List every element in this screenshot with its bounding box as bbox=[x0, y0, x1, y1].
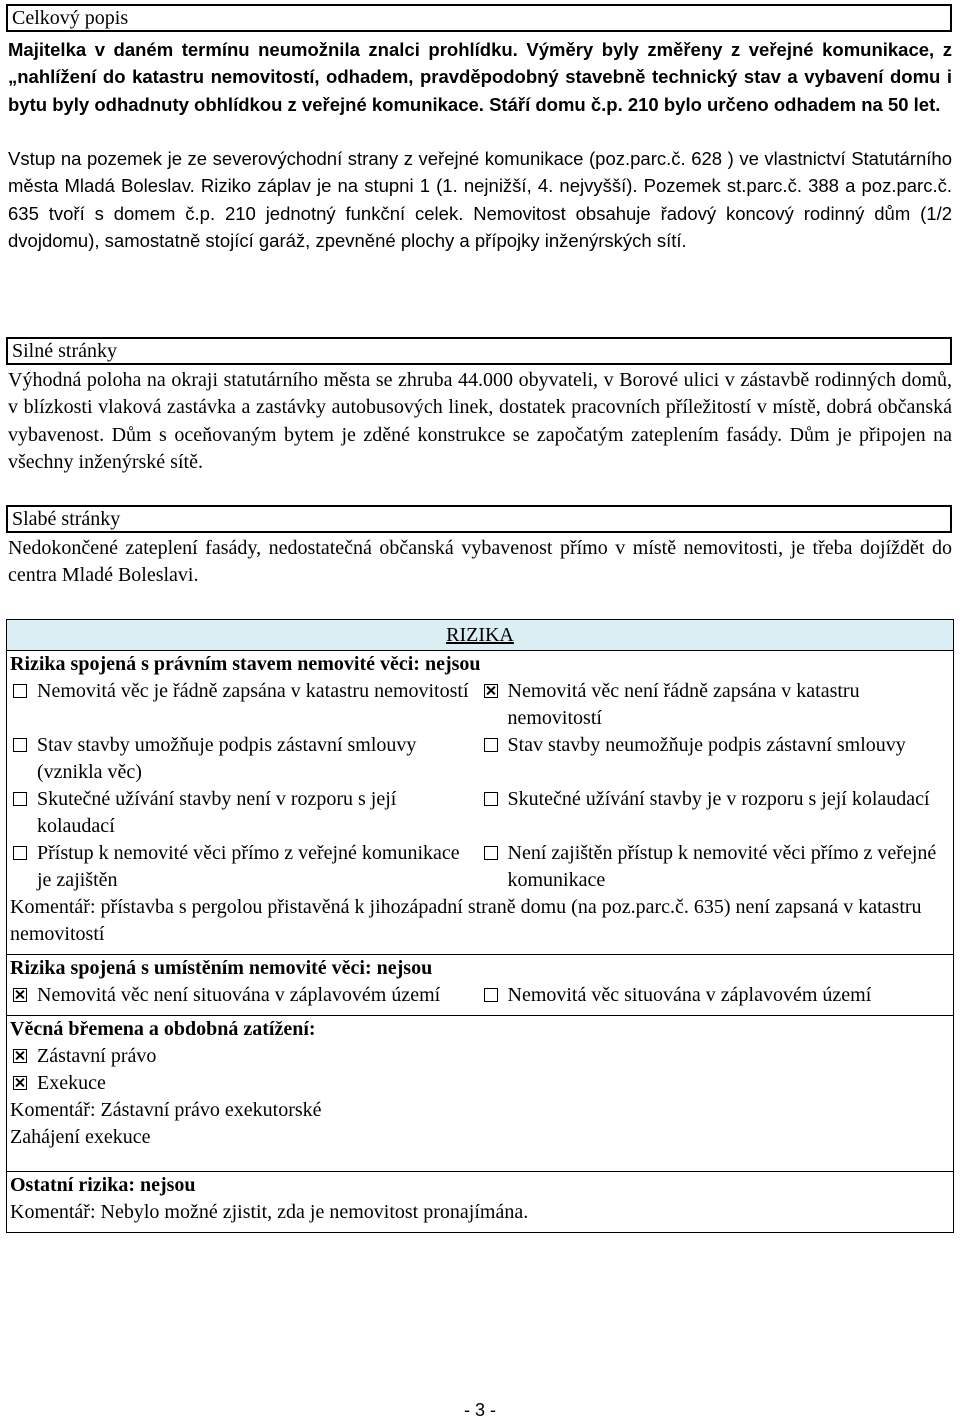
bremena-section bbox=[7, 1016, 953, 1172]
bremena-grid bbox=[10, 1043, 951, 1097]
section-title-celkovy-popis: Celkový popis bbox=[6, 4, 952, 32]
checkbox-label: Nemovitá věc je řádně zapsána v katastru nemovitostí bbox=[37, 680, 469, 702]
checkbox-item bbox=[481, 786, 952, 840]
checkbox-label: Stav stavby neumožňuje podpis zástavní smlouvy bbox=[507, 734, 906, 756]
checkbox-item bbox=[481, 982, 952, 1009]
rizika-pravni-title: Rizika spojená s právním stavem nemovité věci: nejsou bbox=[10, 653, 481, 675]
checked-checkbox-icon[interactable] bbox=[13, 1076, 27, 1090]
checkbox-item bbox=[481, 678, 952, 732]
empty-checkbox-icon[interactable] bbox=[484, 738, 498, 752]
checkbox-item bbox=[10, 840, 481, 894]
checkbox-label: Nemovitá věc situována v záplavovém území bbox=[507, 984, 872, 1006]
checked-checkbox-icon[interactable] bbox=[484, 684, 498, 698]
ostatni-title: Ostatní rizika: nejsou bbox=[10, 1174, 196, 1196]
celkovy-popis-bold-text: Majitelka v daném termínu neumožnila znalci prohlídku. Výměry byly změřeny z veřejné komunikace, z „nahlížení do katastru nemovitostí, odhadem, pravděpodobný stavebně technický stav a vybavení domu i bytu byly odhadnuty obhlídkou z veřejné komunikace. Stáří domu č.p. 210 bylo určeno odhadem na 50 let. bbox=[8, 39, 952, 115]
checkbox-item bbox=[481, 732, 952, 786]
checkbox-label: Není zajištěn přístup k nemovité věci přímo z veřejné komunikace bbox=[507, 842, 937, 891]
empty-checkbox-icon[interactable] bbox=[484, 846, 498, 860]
checkbox-label: Skutečné užívání stavby není v rozporu s její kolaudací bbox=[37, 788, 397, 837]
checkbox-label: Nemovitá věc není řádně zapsána v katastru nemovitostí bbox=[507, 680, 860, 729]
ostatni-comment: Komentář: Nebylo možné zjistit, zda je nemovitost pronajímána. bbox=[10, 1201, 529, 1223]
bremena-title: Věcná břemena a obdobná zatížení: bbox=[10, 1018, 316, 1040]
empty-checkbox-icon[interactable] bbox=[13, 846, 27, 860]
empty-checkbox-icon[interactable] bbox=[13, 684, 27, 698]
section-title-silne-stranky: Silné stránky bbox=[6, 337, 952, 365]
checkbox-label: Stav stavby umožňuje podpis zástavní smlouvy (vznikla věc) bbox=[37, 734, 417, 783]
checkbox-label: Skutečné užívání stavby je v rozporu s její kolaudací bbox=[507, 788, 930, 810]
celkovy-popis-text: Vstup na pozemek je ze severovýchodní strany z veřejné komunikace (poz.parc.č. 628 ) ve vlastnictví Statutárního města Mladá Boleslav. Riziko záplav je na stupni 1 (1. nejnižší, 4. nejvyšší). Pozemek st.parc.č. 388 a poz.parc.č. 635 tvoří s domem č.p. 210 jednotný funkční celek. Nemovitost obsahuje řadový koncový rodinný dům (1/2 dvojdomu), samostatně stojící garáž, zpevněné plochy a přípojky inženýrských sítí. bbox=[8, 148, 952, 251]
checkbox-item bbox=[10, 982, 481, 1009]
page-number: - 3 - bbox=[463, 1400, 496, 1420]
bremena-comment-2: Zahájení exekuce bbox=[10, 1126, 151, 1148]
rizika-umisteni-section bbox=[7, 955, 953, 1016]
rizika-table bbox=[6, 619, 954, 1233]
checkbox-label: Exekuce bbox=[37, 1072, 106, 1094]
checked-checkbox-icon[interactable] bbox=[13, 1049, 27, 1063]
checked-checkbox-icon[interactable] bbox=[13, 988, 27, 1002]
rizika-pravni-section bbox=[7, 651, 953, 955]
empty-checkbox-icon[interactable] bbox=[13, 738, 27, 752]
rizika-umisteni-title: Rizika spojená s umístěním nemovité věci: nejsou bbox=[10, 957, 433, 979]
checkbox-item bbox=[10, 1043, 951, 1070]
slabe-stranky-text: Nedokončené zateplení fasády, nedostatečná občanská vybavenost přímo v místě nemovitosti, je třeba dojíždět do centra Mladé Boleslavi. bbox=[8, 537, 952, 587]
empty-checkbox-icon[interactable] bbox=[13, 792, 27, 806]
empty-checkbox-icon[interactable] bbox=[484, 792, 498, 806]
rizika-pravni-comment: Komentář: přístavba s pergolou přistavěná k jihozápadní straně domu (na poz.parc.č. 635) není zapsaná v katastru nemovitostí bbox=[10, 896, 922, 945]
empty-checkbox-icon[interactable] bbox=[484, 988, 498, 1002]
ostatni-section bbox=[7, 1172, 953, 1232]
checkbox-label: Přístup k nemovité věci přímo z veřejné komunikace je zajištěn bbox=[37, 842, 460, 891]
checkbox-item bbox=[10, 678, 481, 732]
silne-stranky-text: Výhodná poloha na okraji statutárního města se zhruba 44.000 obyvateli, v Borové ulici v zástavbě rodinných domů, v blízkosti vlaková zastávka a zastávky autobusových linek, dostatek pracovních příležitostí v místě, dobrá občanská vybavenost. Dům s oceňovaným bytem je zděné konstrukce se započatým zateplením fasády. Dům je připojen na všechny inženýrské sítě. bbox=[8, 369, 952, 473]
checkbox-item bbox=[10, 1070, 951, 1097]
checkbox-label: Zástavní právo bbox=[37, 1045, 157, 1067]
checkbox-label: Nemovitá věc není situována v záplavovém území bbox=[37, 984, 441, 1006]
checkbox-item bbox=[10, 732, 481, 786]
bremena-comment-1: Komentář: Zástavní právo exekutorské bbox=[10, 1099, 322, 1121]
rizika-umisteni-grid bbox=[10, 982, 951, 1009]
checkbox-item bbox=[10, 786, 481, 840]
rizika-pravni-grid bbox=[10, 678, 951, 894]
section-title-slabe-stranky: Slabé stránky bbox=[6, 505, 952, 533]
rizika-heading: RIZIKA bbox=[7, 620, 953, 651]
checkbox-item bbox=[481, 840, 952, 894]
